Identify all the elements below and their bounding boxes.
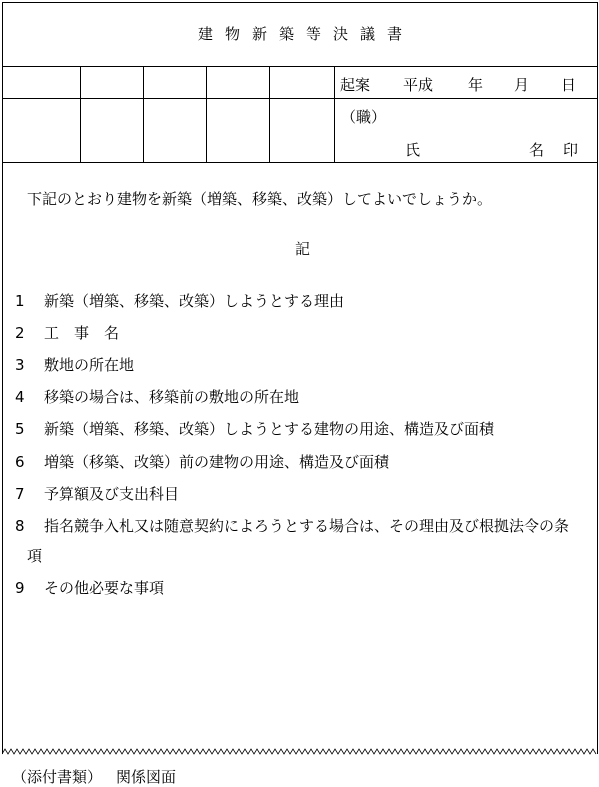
intro-text: 下記のとおり建物を新築（増築、移築、改築）してよいでしょうか。 bbox=[27, 190, 493, 208]
item-number: 2 bbox=[15, 324, 25, 342]
item-text: 工 事 名 bbox=[44, 324, 120, 342]
approval-stamp-area bbox=[3, 66, 597, 163]
year-label: 年 bbox=[468, 76, 484, 94]
item-text: 項 bbox=[27, 547, 43, 565]
month-label: 月 bbox=[514, 76, 530, 94]
ki-heading: 記 bbox=[295, 240, 311, 258]
title-row bbox=[3, 3, 597, 67]
item-text: その他必要な事項 bbox=[44, 579, 165, 597]
list-item bbox=[15, 354, 134, 375]
item-number: 9 bbox=[15, 579, 25, 597]
item-text: 指名競争入札又は随意契約によろうとする場合は、その理由及び根拠法令の条 bbox=[44, 517, 570, 535]
list-item bbox=[15, 577, 164, 598]
list-item bbox=[15, 451, 389, 472]
stamp-divider bbox=[334, 66, 335, 162]
stamp-divider bbox=[206, 66, 207, 162]
era-label: 平成 bbox=[403, 76, 434, 94]
stamp-divider bbox=[80, 66, 81, 162]
item-number: 7 bbox=[15, 485, 25, 503]
document-frame bbox=[2, 2, 598, 754]
stamp-row-divider bbox=[3, 98, 334, 99]
attachment-value: 関係図面 bbox=[116, 768, 177, 786]
stamp-divider bbox=[143, 66, 144, 162]
list-item bbox=[15, 515, 569, 536]
draft-row-divider bbox=[334, 98, 597, 99]
item-text: 新築（増築、移築、改築）しようとする理由 bbox=[44, 292, 345, 310]
attachment-label: （添付書類） bbox=[12, 768, 103, 786]
name-suffix: 名 bbox=[529, 141, 545, 159]
day-label: 日 bbox=[561, 76, 577, 94]
drafting-label: 起案 bbox=[340, 76, 371, 94]
stamp-divider bbox=[269, 66, 270, 162]
item-number: 1 bbox=[15, 292, 25, 310]
item-text: 増築（移築、改築）前の建物の用途、構造及び面積 bbox=[44, 453, 390, 471]
item-text: 予算額及び支出科目 bbox=[44, 485, 180, 503]
item-number: 3 bbox=[15, 356, 25, 374]
document-title: 建物新築等決議書 bbox=[197, 25, 414, 43]
item-number: 4 bbox=[15, 388, 25, 406]
item-text: 敷地の所在地 bbox=[44, 356, 135, 374]
seal-label: 印 bbox=[563, 141, 579, 159]
torn-edge-divider bbox=[2, 746, 598, 758]
attachment-line bbox=[12, 766, 176, 787]
list-item bbox=[15, 483, 179, 504]
item-number: 8 bbox=[15, 517, 25, 535]
list-item bbox=[15, 290, 344, 311]
name-label: 氏 bbox=[405, 141, 421, 159]
item-number: 6 bbox=[15, 453, 25, 471]
list-item bbox=[15, 418, 494, 439]
item-text: 移築の場合は、移築前の敷地の所在地 bbox=[44, 388, 300, 406]
list-item bbox=[15, 322, 119, 343]
item-number: 5 bbox=[15, 420, 25, 438]
position-label: （職） bbox=[341, 108, 387, 126]
list-item bbox=[15, 386, 299, 407]
list-item-continuation bbox=[27, 545, 42, 566]
item-text: 新築（増築、移築、改築）しようとする建物の用途、構造及び面積 bbox=[44, 420, 495, 438]
